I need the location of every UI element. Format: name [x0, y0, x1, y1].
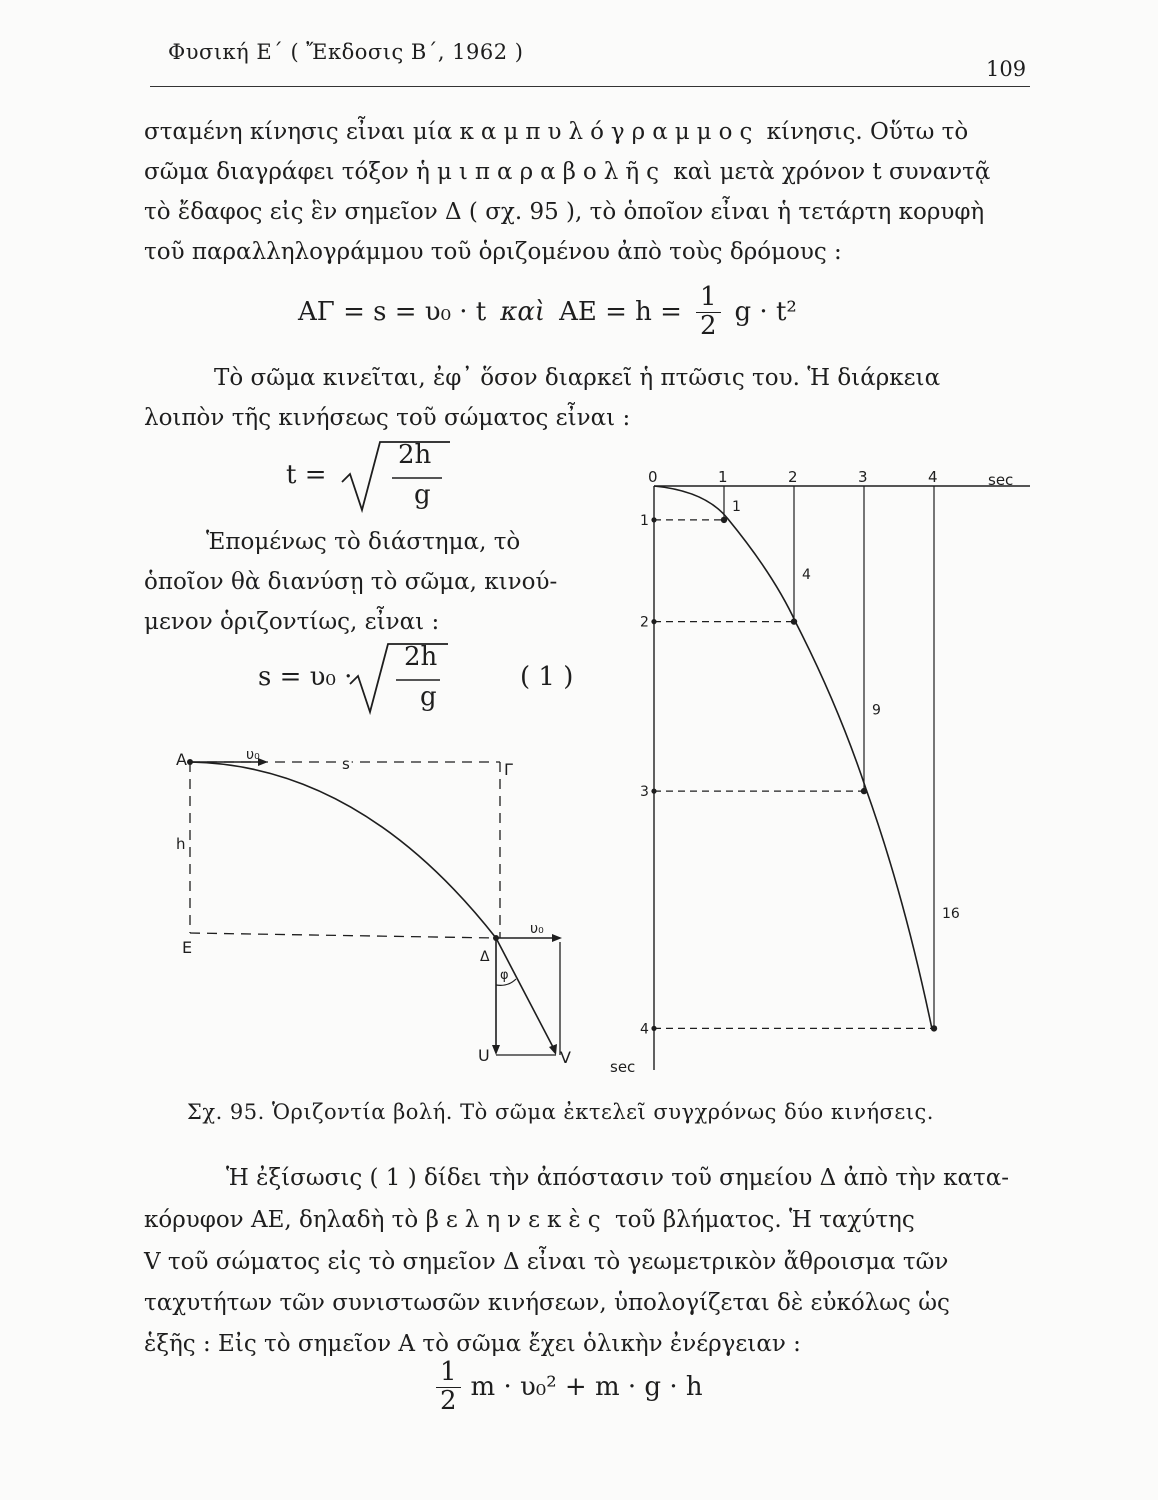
label-delta: Δ: [480, 949, 490, 965]
time-tick-1: 1: [718, 468, 728, 486]
paragraph-2-line-1: Τὸ σῶμα κινεῖται, ἐφ᾽ ὅσον διαρκεῖ ἡ πτῶσις του. Ἡ διάρκεια: [214, 365, 941, 391]
label-v0-top: υ₀: [246, 747, 260, 763]
drop-label-9: 9: [872, 702, 881, 719]
time-tick-2: 2: [788, 468, 798, 486]
paragraph-3-line-2: ὁποῖον θὰ διανύσῃ τὸ σῶμα, κινού-: [144, 569, 558, 595]
paragraph-4-line-3: V τοῦ σώματος εἰς τὸ σημεῖον Δ εἶναι τὸ γεωμετρικὸν ἄθροισμα τῶν: [144, 1249, 949, 1275]
equation-4: $\frac{1}{2}$ m · υ₀² + m · g · h: [436, 1352, 736, 1422]
drop-label-16: 16: [942, 905, 960, 922]
paragraph-3-line-1: Ἑπομένως τὸ διάστημα, τὸ: [206, 529, 521, 555]
vertical-tick-2: 2: [640, 614, 649, 631]
label-v: V: [560, 1048, 571, 1067]
time-unit-side: sec: [610, 1058, 636, 1076]
label-a: A: [176, 750, 187, 769]
curve-point-4: [931, 1025, 937, 1031]
curve-point-3: [861, 788, 867, 794]
label-v0-bottom: υ₀: [530, 921, 544, 937]
u-arrowhead: [492, 1045, 500, 1055]
sqrt-sign: [340, 438, 452, 514]
time-tick-3: 3: [858, 468, 868, 486]
vertical-tick-4: 4: [640, 1021, 649, 1038]
axis-point-2: [651, 619, 656, 624]
paragraph-1-line-3: τὸ ἔδαφος εἰς ἓν σημεῖον Δ ( σχ. 95 ), τὸ ὁποῖον εἶναι ἡ τετάρτη κορυφὴ: [144, 199, 985, 225]
trajectory-curve: [190, 762, 496, 938]
paragraph-1-line-4: τοῦ παραλληλογράμμου τοῦ ὁριζομένου ἀπὸ τοὺς δρόμους :: [144, 239, 842, 265]
running-title: Φυσική Ε΄ ( Ἔκδοσις Β΄, 1962 ): [168, 40, 524, 64]
fall-curve: [654, 486, 932, 1029]
label-h: h: [176, 835, 186, 853]
equation-3: s = υ₀ · 2h g ( 1 ): [258, 638, 598, 720]
time-tick-0: 0: [648, 468, 658, 486]
drop-label-4: 4: [802, 566, 811, 583]
time-unit-top: sec: [988, 471, 1014, 489]
label-phi: φ: [500, 968, 509, 983]
time-tick-4: 4: [928, 468, 938, 486]
v0-arrowhead-bottom: [552, 934, 562, 942]
equation-1: ΑΓ = s = υ₀ · t καὶ ΑΕ = h = $\frac{1}{2}$ g · t²: [298, 282, 797, 341]
time-drop-figure: [610, 455, 1050, 1080]
curve-point-1: [721, 517, 727, 523]
v-arrowhead: [549, 1044, 557, 1055]
projectile-figure: [160, 735, 590, 1075]
header-rule: [150, 86, 1030, 87]
curve-point-2: [791, 618, 797, 624]
paragraph-4-line-2: κόρυφον ΑΕ, δηλαδὴ τὸ βεληνεκὲς τοῦ βλήματος. Ἡ ταχύτης: [144, 1207, 915, 1233]
label-e: E: [182, 938, 193, 957]
e-delta-line: [190, 933, 496, 938]
drop-label-1: 1: [732, 498, 741, 515]
vertical-tick-3: 3: [640, 784, 649, 801]
paragraph-3-line-3: μενον ὁριζοντίως, εἶναι :: [144, 609, 440, 635]
label-u: U: [478, 1046, 490, 1065]
axis-point-1: [651, 517, 656, 522]
paragraph-4-line-1: Ἡ ἐξίσωσις ( 1 ) δίδει τὴν ἀπόστασιν τοῦ σημείου Δ ἀπὸ τὴν κατα-: [226, 1165, 1010, 1191]
vertical-tick-1: 1: [640, 512, 649, 529]
label-s: s: [342, 755, 350, 773]
paragraph-2-line-2: λοιπὸν τῆς κινήσεως τοῦ σώματος εἶναι :: [144, 405, 631, 431]
equation-2: t = 2h g: [286, 436, 466, 516]
page-number: 109: [986, 57, 1027, 81]
figure-caption: Σχ. 95. Ὁριζοντία βολή. Τὸ σῶμα ἐκτελεῖ συγχρόνως δύο κινήσεις.: [187, 1100, 934, 1124]
axis-point-4: [651, 1026, 656, 1031]
paragraph-1-line-1: σταμένη κίνησις εἶναι μία καμπυλόγραμμος κίνησις. Οὕτω τὸ: [144, 119, 969, 145]
paragraph-1-line-2: σῶμα διαγράφει τόξον ἡμιπαραβολῆς καὶ μετὰ χρόνον t συναντᾷ: [144, 159, 991, 185]
label-gamma: Γ: [504, 760, 513, 779]
paragraph-4-line-4: ταχυτήτων τῶν συνιστωσῶν κινήσεων, ὑπολογίζεται δὲ εὐκόλως ὡς: [144, 1290, 950, 1316]
axis-point-3: [651, 789, 656, 794]
paragraph-4-line-5: ἑξῆς : Εἰς τὸ σημεῖον Α τὸ σῶμα ἔχει ὁλικὴν ἐνέργειαν :: [144, 1331, 801, 1357]
